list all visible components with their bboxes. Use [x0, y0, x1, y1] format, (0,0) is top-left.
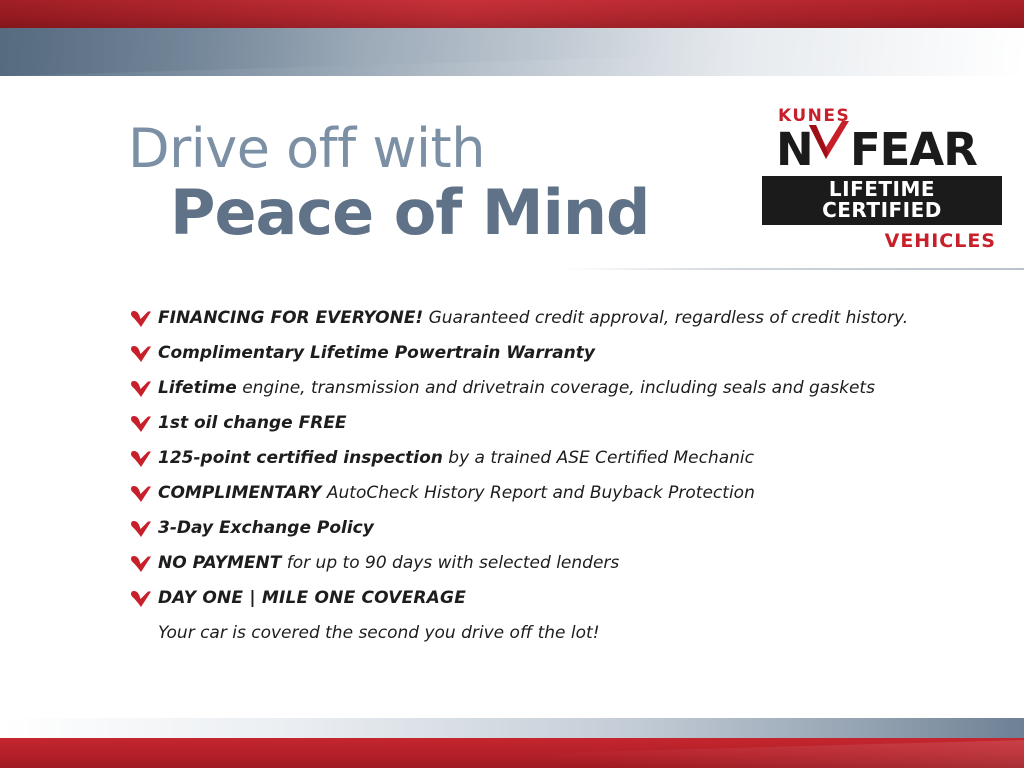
check-heart-icon — [130, 450, 152, 470]
check-heart-icon — [130, 345, 152, 365]
logo-no-fear-text — [776, 123, 1002, 176]
list-item — [130, 483, 960, 505]
list-item-rest: for up to 90 days with selected lenders — [281, 553, 620, 573]
list-item-rest: AutoCheck History Report and Buyback Protection — [321, 483, 755, 503]
list-item-bold: FINANCING FOR EVERYONE! — [158, 308, 424, 328]
check-heart-icon — [130, 590, 152, 610]
list-item-text — [158, 343, 595, 363]
list-item-text — [158, 413, 347, 433]
list-item-bold: Complimentary Lifetime Powertrain Warranty — [158, 343, 595, 363]
logo-fear-letters: FEAR — [849, 123, 977, 176]
check-heart-icon — [130, 310, 152, 330]
check-heart-icon — [130, 380, 152, 400]
list-item-text — [158, 483, 755, 503]
logo-n-letter: N — [776, 123, 813, 176]
list-item-text — [158, 553, 619, 573]
list-item-bold: 3-Day Exchange Policy — [158, 518, 374, 538]
check-heart-icon — [130, 555, 152, 575]
list-item — [130, 448, 960, 470]
benefits-list — [130, 308, 960, 643]
headline-line-1: Drive off with — [128, 117, 485, 180]
list-item — [130, 343, 960, 365]
list-item-bold: COMPLIMENTARY — [158, 483, 322, 503]
list-item — [130, 378, 960, 400]
list-item-text — [158, 518, 374, 538]
list-item — [130, 518, 960, 540]
logo-lifetime-certified-bar: LIFETIME CERTIFIED — [762, 176, 1002, 225]
headline-divider — [0, 268, 1024, 270]
list-item-bold: DAY ONE | MILE ONE COVERAGE — [158, 588, 467, 608]
list-item-bold: Lifetime — [158, 378, 237, 398]
check-heart-icon — [130, 520, 152, 540]
list-item — [130, 308, 960, 330]
list-item-text — [158, 588, 466, 608]
list-item — [130, 413, 960, 435]
bottom-gray-band — [0, 718, 1024, 740]
red-checkmark-icon — [806, 119, 852, 165]
list-item-bold: NO PAYMENT — [158, 553, 282, 573]
list-item-text — [158, 448, 754, 468]
list-item-bold: 125-point certified inspection — [158, 448, 443, 468]
list-item-text — [158, 378, 875, 398]
coverage-footnote: Your car is covered the second you drive off the lot! — [158, 623, 600, 643]
check-heart-icon — [130, 415, 152, 435]
list-item-rest: Guaranteed credit approval, regardless of credit history. — [423, 308, 909, 328]
kunes-no-fear-logo — [762, 106, 1002, 252]
list-item-bold: 1st oil change FREE — [158, 413, 347, 433]
list-item-rest: by a trained ASE Certified Mechanic — [442, 448, 754, 468]
check-heart-icon — [130, 485, 152, 505]
list-item-text — [158, 308, 908, 328]
list-item — [130, 553, 960, 575]
logo-brand-text: KUNES — [778, 106, 851, 126]
list-item-rest: engine, transmission and drivetrain coverage, including seals and gaskets — [236, 378, 875, 398]
headline — [128, 117, 768, 249]
headline-line-2: Peace of Mind — [170, 176, 650, 249]
top-red-band-shading — [0, 0, 1024, 28]
logo-vehicles-text: VEHICLES — [884, 230, 996, 252]
list-item — [130, 588, 960, 610]
